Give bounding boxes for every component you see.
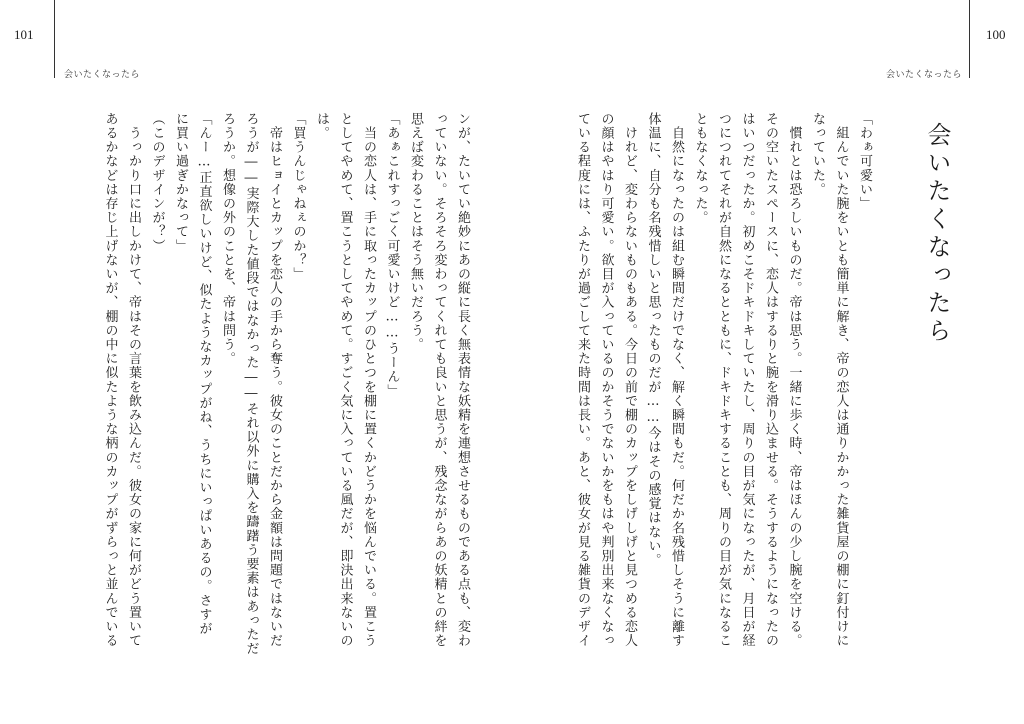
- body-line: つにつれてそれが自然になるとともに、ドキドキすることも、周りの目が気になるこ: [716, 112, 731, 648]
- body-line: っていない。そろそろ変わってくれても良いと思うが、残念ながらあの妖精との絆を: [431, 112, 447, 648]
- left-running-head: 会いたくなったら: [64, 70, 141, 80]
- left-page-number: 101: [14, 27, 34, 42]
- body-line: 自然になったのは組む瞬間だけでなく、解く瞬間もだ。何だか名残惜しそうに離す: [669, 112, 684, 648]
- body-line: の顔はやはり可愛い。欲目が入っているのかそうでないかをもはや判別出来なくなっ: [598, 112, 614, 648]
- body-line: 体温に、自分も名残惜しいと思ったものだが……今はその感覚はない。: [645, 112, 661, 568]
- body-line: 当の恋人は、手に取ったカップのひとつを棚に置くかどうかを悩んでいる。置こう: [361, 112, 376, 648]
- body-line: 慣れとは恐ろしいものだ。帝は思う。一緒に歩く時、帝はほんの少し腕を空ける。: [786, 112, 802, 648]
- body-line: 「買うんじゃねぇのか？」: [290, 112, 306, 282]
- body-line: に買い過ぎかなって」: [173, 112, 188, 253]
- body-line: としてやめて、置こうとしてやめて。すごく気に入っている風だが、即決出来ないの: [337, 112, 353, 648]
- body-line: 「わぁ可愛い」: [857, 112, 872, 211]
- right-page-number: 100: [986, 27, 1006, 42]
- body-line: ろうが――実際大した値段ではなかった――それ以外に購入を躊躇う要素はあっただ: [243, 112, 259, 656]
- body-line: うっかり口に出しかけて、帝はその言葉を飲み込んだ。彼女の家に何がどう置いて: [126, 112, 141, 648]
- body-line: ている程度には、ふたりが過ごして来た時間は長い。あと、彼女が見る雑貨のデザイ: [575, 112, 590, 648]
- right-page-body: [136, 112, 876, 692]
- body-line: （このデザインが？）: [149, 112, 165, 253]
- body-line: ンが、たいてい絶妙にあの縦に長く無表情な妖精を連想させるものである点も、変わ: [455, 112, 470, 648]
- body-line: ともなくなった。: [692, 112, 708, 225]
- body-line: 帝はヒョイとカップを恋人の手から奪う。彼女のことだから金額は問題ではないだ: [267, 112, 282, 648]
- body-line: 思えば変わることはそう無いだろう。: [408, 112, 423, 352]
- body-line: ろうか。想像の外のことを、帝は問う。: [220, 112, 235, 366]
- body-line: あるかなどは存じ上げないが、棚の中に似たような柄のカップがずらっと並んでいる: [102, 112, 118, 648]
- body-line: はいつだったか。初めこそドキドキしていたし、周りの目が気になったが、月日が経: [739, 112, 755, 648]
- body-line: けれど、変わらないものもある。今日の前で棚のカップをしげしげと見つめる恋人: [622, 112, 637, 648]
- body-line: その空いたスペースに、恋人はするりと腕を滑り込ませる。そうするようになったの: [763, 112, 778, 648]
- body-line: 「あぁこれすっごく可愛いけど……うーん」: [384, 112, 400, 398]
- left-header-rule: [54, 0, 55, 78]
- body-line: は。: [314, 112, 329, 141]
- body-line: 「んー…正直欲しいけど、似たようなカップがね、うちにいっぱいあるの。さすが: [196, 112, 212, 636]
- body-line: なっていた。: [810, 112, 825, 197]
- chapter-title: 会いたくなったら: [923, 122, 951, 346]
- right-header-rule: [969, 0, 970, 78]
- body-line: 組んでいた腕をいとも簡単に解き、帝の恋人は通りかかった雑貨屋の棚に釘付けに: [833, 112, 849, 648]
- right-running-head: 会いたくなったら: [886, 70, 963, 80]
